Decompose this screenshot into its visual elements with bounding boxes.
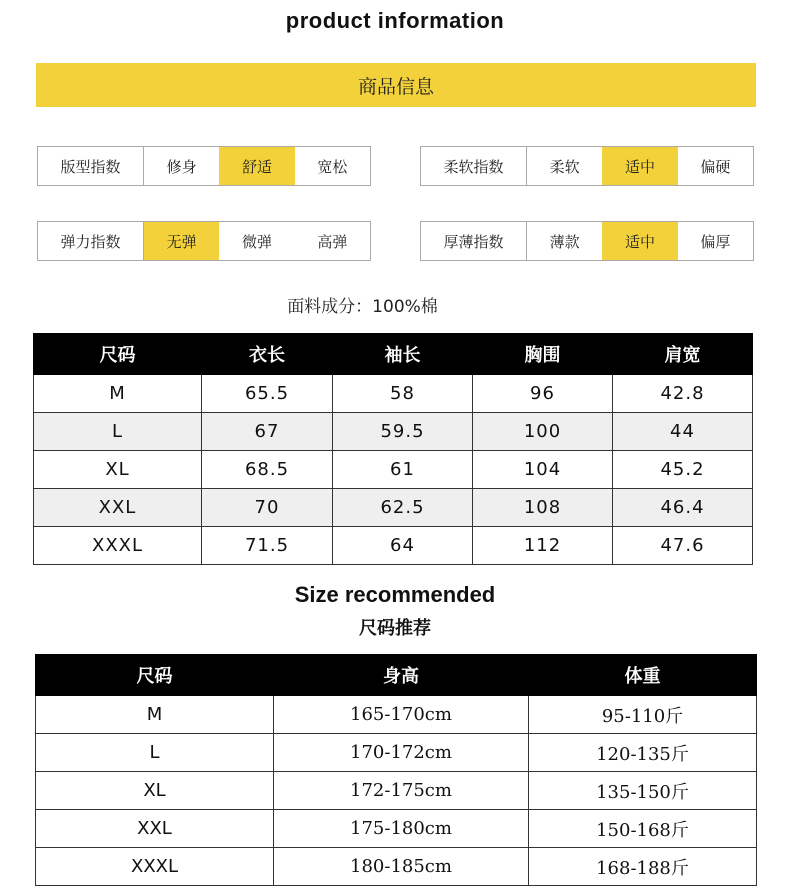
table-row (34, 375, 753, 413)
cell: 68.5 (202, 451, 333, 489)
softness-index (420, 146, 754, 186)
header-weight: 体重 (529, 655, 757, 696)
cell: XXL (36, 810, 274, 848)
cell: 172-175cm (274, 772, 529, 810)
page-title: product information (285, 8, 505, 33)
cell: 180-185cm (274, 848, 529, 886)
cell: 150-168斤 (529, 810, 757, 848)
recommend-title-en: Size recommended (294, 582, 496, 607)
cell: 96 (473, 375, 613, 413)
cell: 61 (333, 451, 473, 489)
cell: 135-150斤 (529, 772, 757, 810)
fit-option: 宽松 (317, 157, 348, 176)
fit-index-label: 版型指数 (38, 147, 144, 185)
cell: XXL (34, 489, 202, 527)
header-size: 尺码 (34, 334, 202, 375)
header-length: 衣长 (202, 334, 333, 375)
table-row (36, 696, 757, 734)
cell: XXXL (34, 527, 202, 565)
softness-option-selected: 适中 (602, 147, 677, 185)
thickness-option-selected: 适中 (602, 222, 677, 260)
cell: 58 (333, 375, 473, 413)
stretch-option-selected: 无弹 (144, 222, 219, 260)
recommend-title-cn: 尺码推荐 (359, 618, 431, 639)
cell: 120-135斤 (529, 734, 757, 772)
cell: 112 (473, 527, 613, 565)
header-chest: 胸围 (473, 334, 613, 375)
cell: 70 (202, 489, 333, 527)
cell: 59.5 (333, 413, 473, 451)
cell: 104 (473, 451, 613, 489)
softness-index-label: 柔软指数 (421, 147, 527, 185)
table-row (36, 848, 757, 886)
size-table (33, 333, 753, 565)
cell: 47.6 (613, 527, 753, 565)
table-header-row (36, 655, 757, 696)
thickness-index-label: 厚薄指数 (421, 222, 527, 260)
cell: XXXL (36, 848, 274, 886)
cell: M (36, 696, 274, 734)
cell: 108 (473, 489, 613, 527)
fit-option: 修身 (166, 157, 197, 176)
cell: 71.5 (202, 527, 333, 565)
cell: L (36, 734, 274, 772)
stretch-option: 微弹 (241, 232, 272, 251)
header-shoulder: 肩宽 (613, 334, 753, 375)
table-row (34, 451, 753, 489)
table-row (34, 489, 753, 527)
header-size: 尺码 (36, 655, 274, 696)
thickness-option: 薄款 (549, 232, 580, 251)
softness-option: 柔软 (549, 157, 580, 176)
section-banner: 商品信息 (36, 63, 756, 107)
thickness-option: 偏厚 (700, 232, 731, 251)
cell: 168-188斤 (529, 848, 757, 886)
header-sleeve: 袖长 (333, 334, 473, 375)
table-row (36, 810, 757, 848)
cell: 170-172cm (274, 734, 529, 772)
cell: 64 (333, 527, 473, 565)
stretch-index (37, 221, 371, 261)
cell: XL (34, 451, 202, 489)
fit-index (37, 146, 371, 186)
softness-option: 偏硬 (700, 157, 731, 176)
cell: 44 (613, 413, 753, 451)
cell: 45.2 (613, 451, 753, 489)
cell: 100 (473, 413, 613, 451)
fabric-composition: 面料成分：100%棉 (287, 297, 438, 317)
cell: 95-110斤 (529, 696, 757, 734)
stretch-option: 高弹 (317, 232, 348, 251)
recommend-table (35, 654, 757, 886)
table-row (34, 527, 753, 565)
table-row (34, 413, 753, 451)
thickness-index (420, 221, 754, 261)
cell: XL (36, 772, 274, 810)
cell: 165-170cm (274, 696, 529, 734)
stretch-index-label: 弹力指数 (38, 222, 144, 260)
cell: M (34, 375, 202, 413)
cell: 175-180cm (274, 810, 529, 848)
cell: 67 (202, 413, 333, 451)
table-row (36, 772, 757, 810)
fit-option-selected: 舒适 (219, 147, 294, 185)
cell: L (34, 413, 202, 451)
cell: 65.5 (202, 375, 333, 413)
table-header-row (34, 334, 753, 375)
cell: 62.5 (333, 489, 473, 527)
cell: 46.4 (613, 489, 753, 527)
header-height: 身高 (274, 655, 529, 696)
table-row (36, 734, 757, 772)
cell: 42.8 (613, 375, 753, 413)
